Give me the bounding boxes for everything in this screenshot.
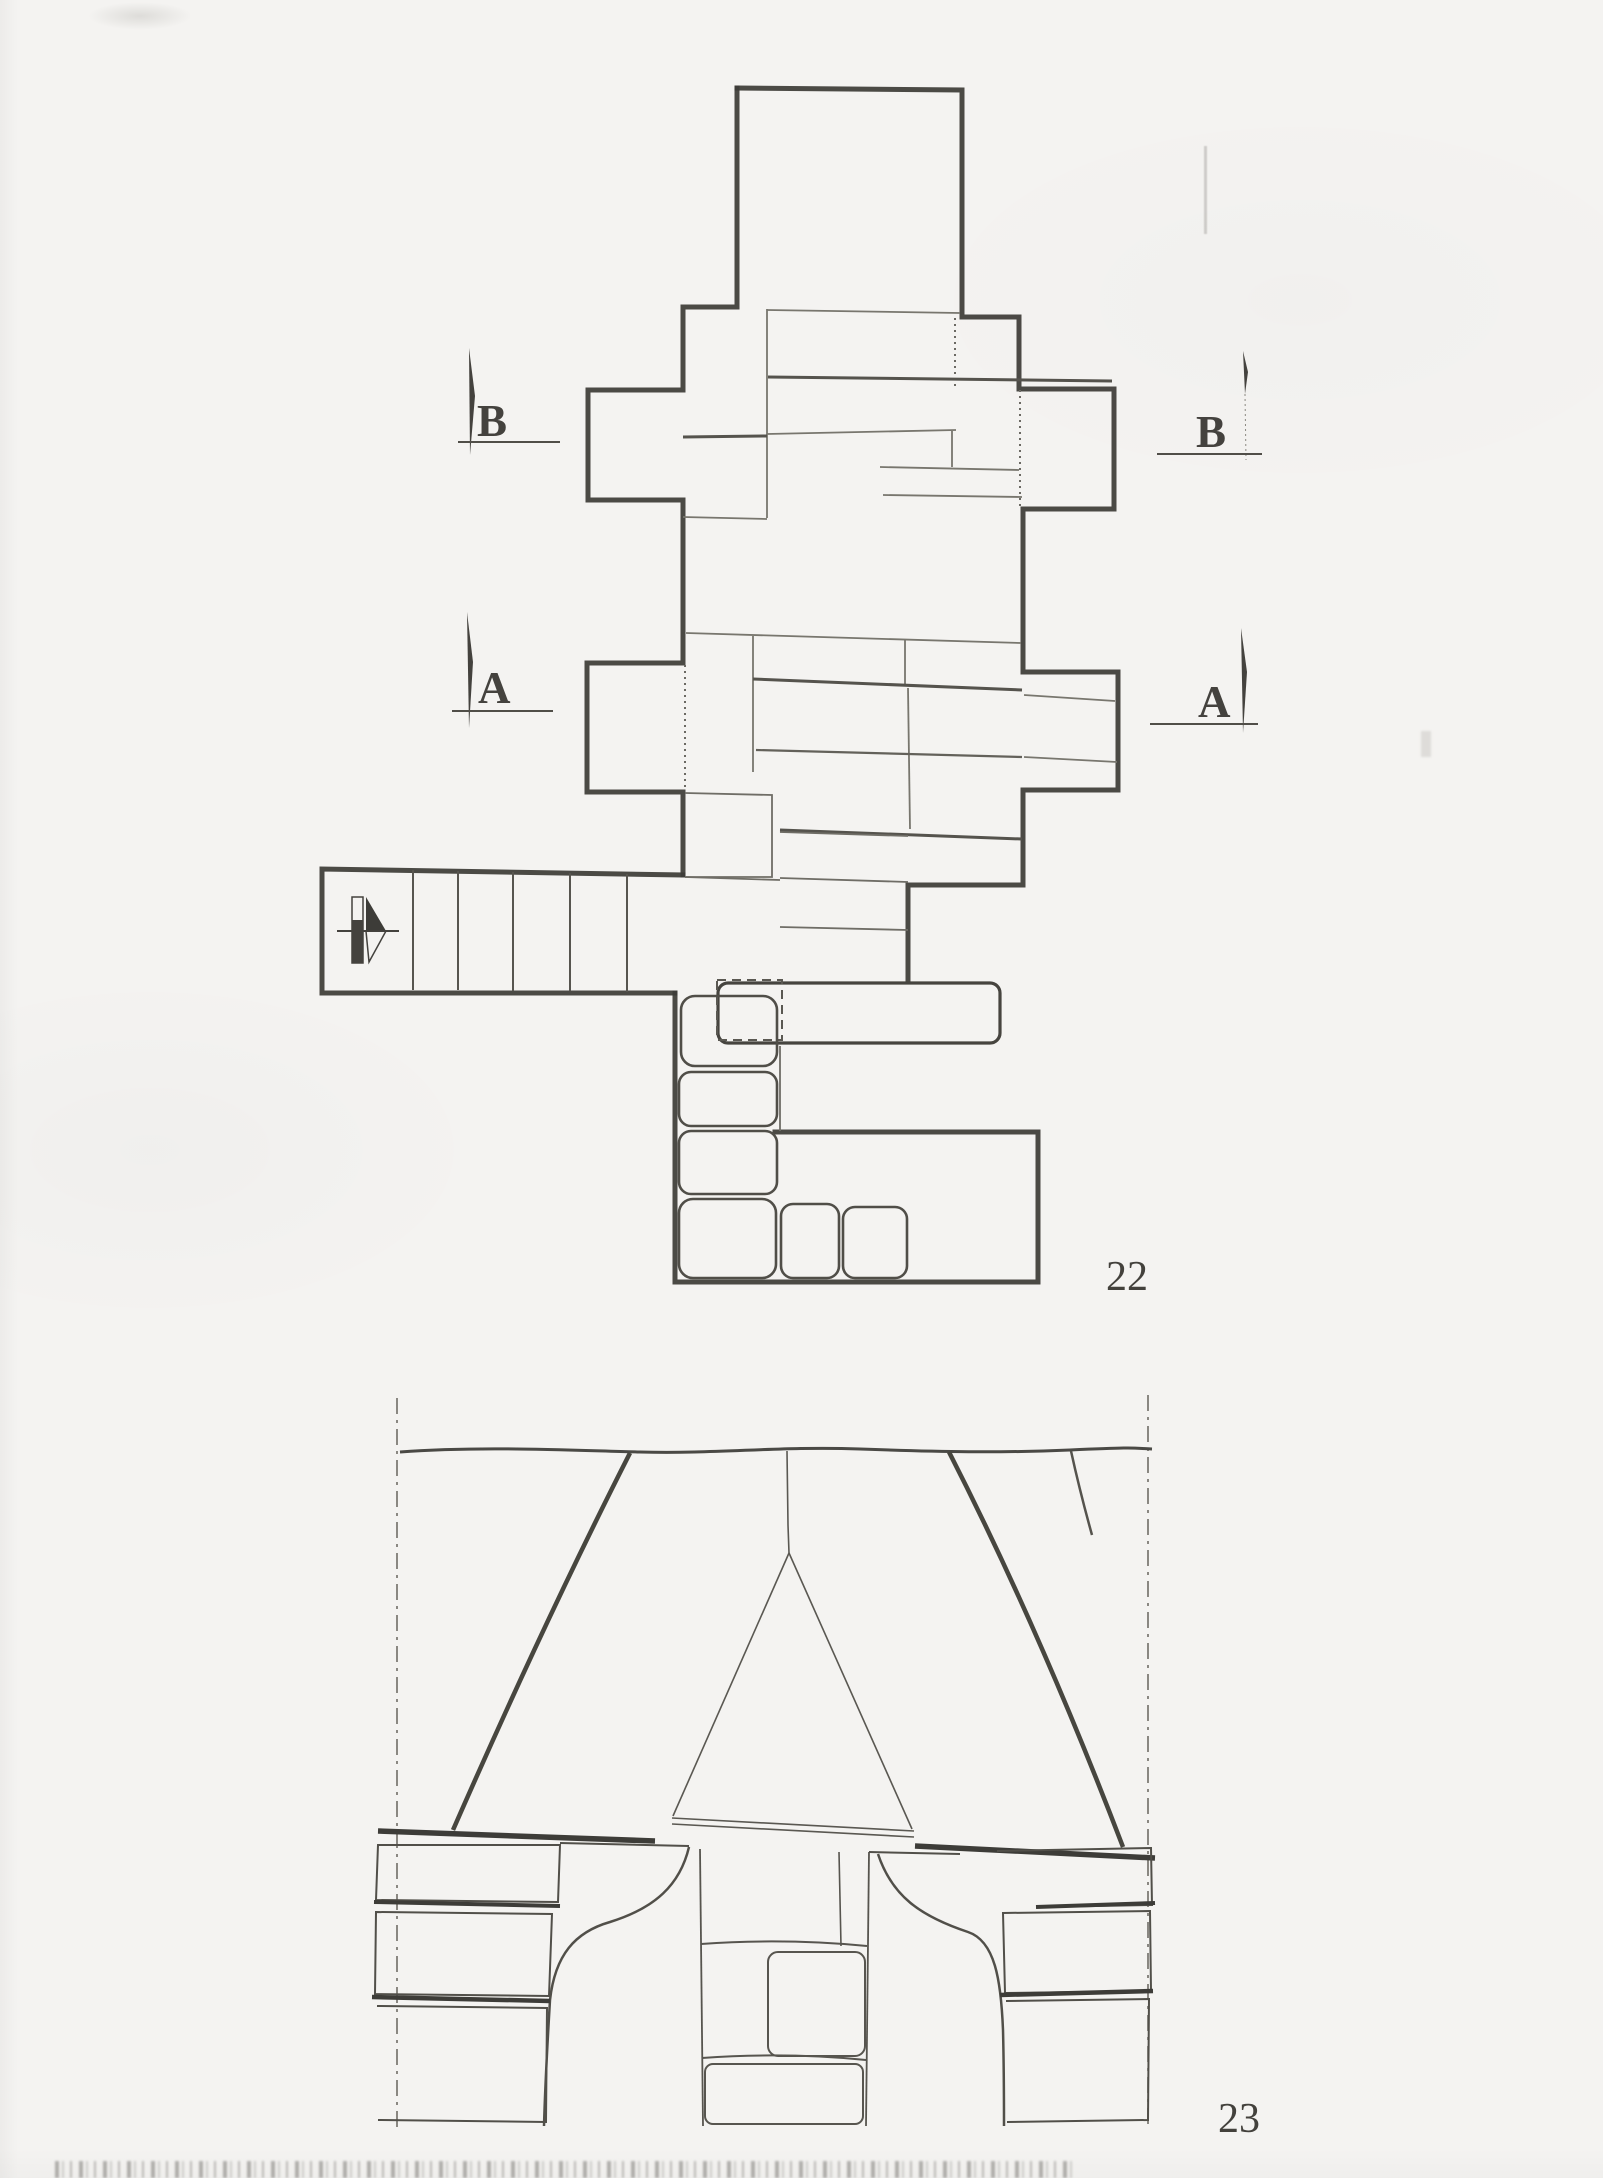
section-label-a-right: A <box>1198 677 1231 727</box>
scan-mark <box>1421 731 1431 757</box>
section-label-a-left: A <box>478 663 511 713</box>
elevation-drawing <box>0 1340 1603 2178</box>
figure-number-22: 22 <box>1106 1254 1148 1300</box>
north-arrow-icon <box>337 897 399 963</box>
section-lines <box>452 348 1262 733</box>
figure-number-23: 23 <box>1218 2096 1260 2142</box>
cropped-caption-fragment <box>55 2161 1075 2178</box>
section-label-b-right: B <box>1196 407 1227 457</box>
scan-smudge <box>88 2 192 30</box>
section-label-b-left: B <box>477 396 508 446</box>
scan-crease <box>1204 146 1207 234</box>
